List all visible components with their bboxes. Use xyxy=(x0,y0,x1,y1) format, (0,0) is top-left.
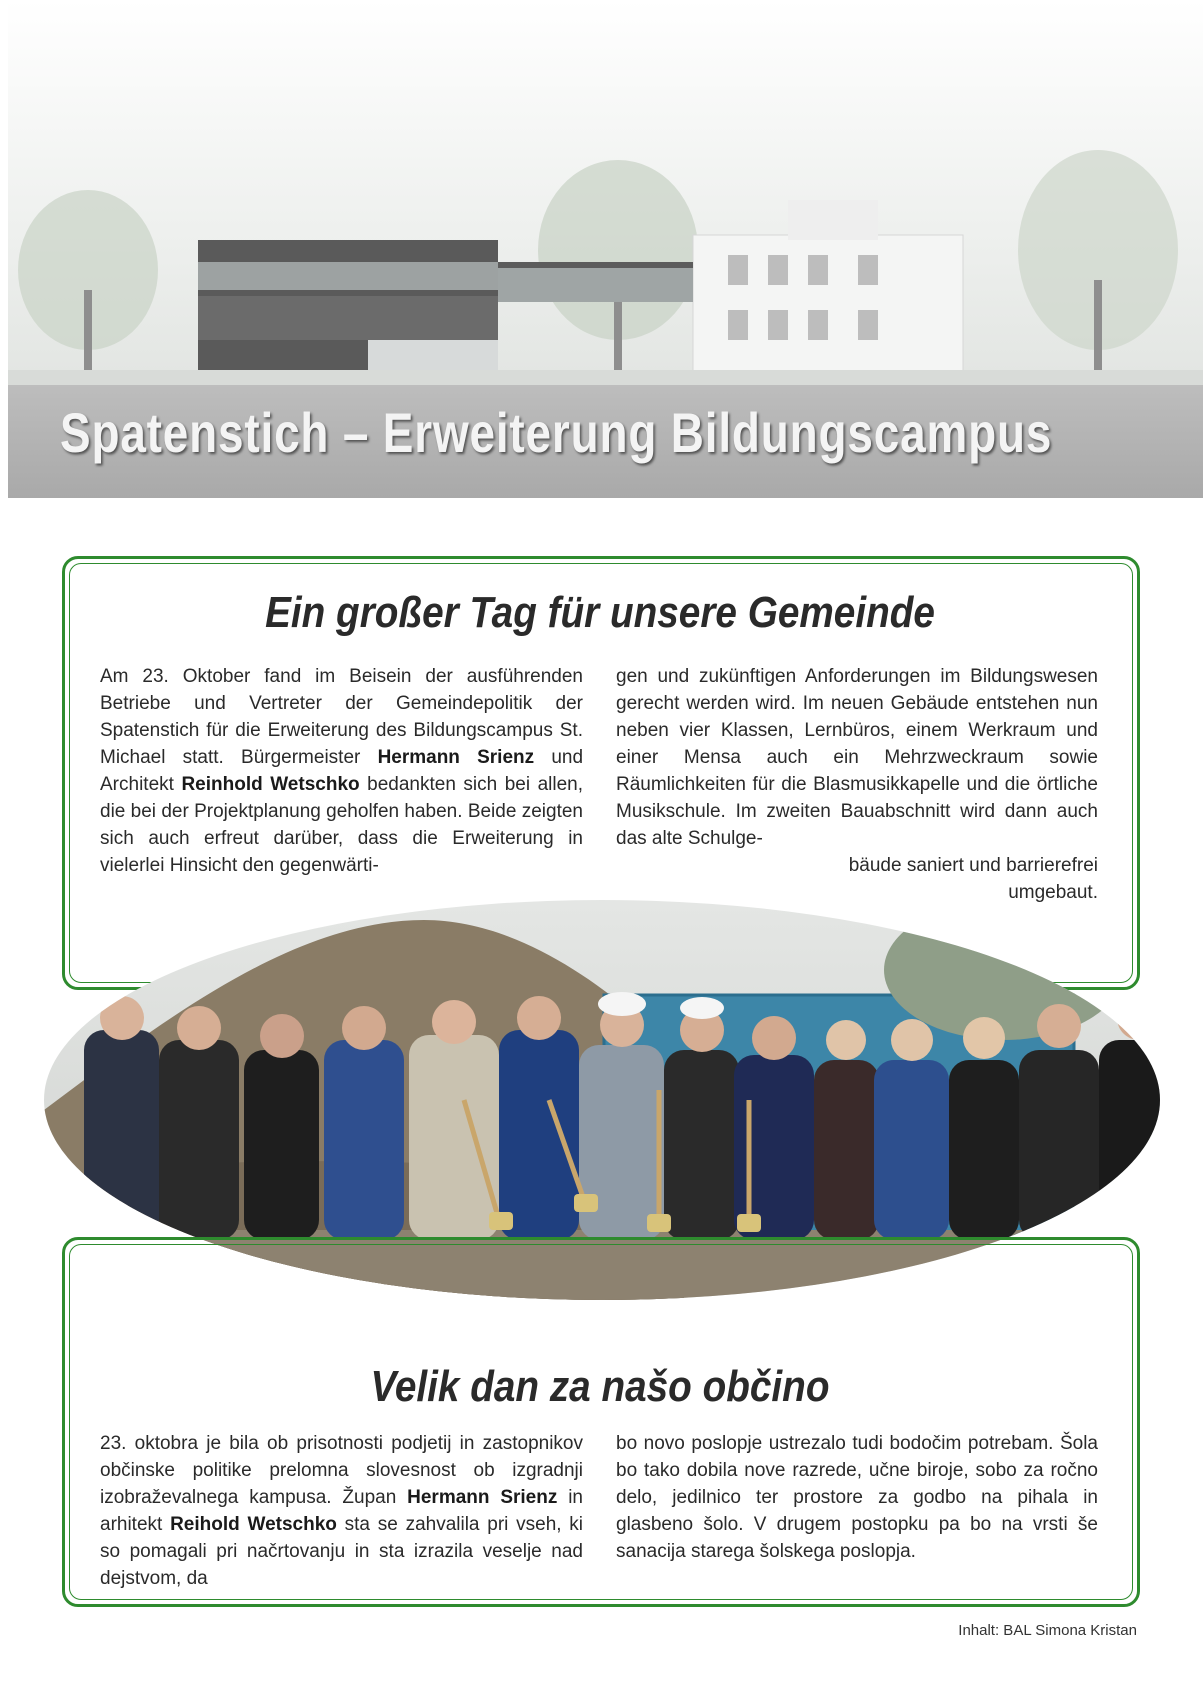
building-rendering-image xyxy=(8,0,1203,385)
german-column-left xyxy=(100,663,583,879)
slovene-architect-name: Reihold Wetschko xyxy=(170,1514,337,1535)
slovene-mayor-name: Hermann Srienz xyxy=(407,1487,558,1508)
slovene-paragraph-right: bo novo poslopje ustrezalo tudi bodočim potrebam. Šola bo tako dobila nove razrede, učne biroje, sobo za ročno delo, jedilnico ter prostore za godbo na pihala in glasbeno šolo. V drugem postopku pa bo na vrsti še sanacija starega šolskega poslopja. xyxy=(616,1433,1098,1562)
slovene-heading: Velik dan za našo občino xyxy=(370,1362,830,1411)
slovene-column-right xyxy=(616,1430,1098,1565)
page-title: Spatenstich – Erweiterung Bildungscampus xyxy=(60,401,1053,464)
german-paragraph-right: gen und zukünftigen Anforderungen im Bildungswesen gerecht werden wird. Im neuen Gebäude entstehen nun neben vier Klassen, Lernbüros, einem Werkraum und einer Mensa auch ein Mehrzweckraum sowie Räumlichkeiten für die Blasmusikkapelle und die örtliche Musikschule. Im zweiten Bauabschnitt wird dann auch das alte Schulge- xyxy=(616,666,1098,849)
architect-name: Reinhold Wetschko xyxy=(181,774,360,795)
german-paragraph-left: Am 23. Oktober fand im Beisein der ausführenden Betriebe und Vertreter der Gemeindepolitik der Spatenstich für die Erweiterung des Bildungscampus St. Michael statt. Bürgermeister Hermann Srienz und Architekt Reinhold Wetschko bedankten sich bei allen, die bei der Projektplanung geholfen haben. Beide zeigten sich auch erfreut darüber, dass die Erweiterung in vielerlei Hinsicht den gegenwärti- xyxy=(100,666,584,876)
slovene-column-left xyxy=(100,1430,583,1592)
german-heading: Ein großer Tag für unsere Gemeinde xyxy=(265,588,935,637)
mayor-name: Hermann Srienz xyxy=(377,747,535,768)
german-tail-line-2: umgebaut. xyxy=(1008,882,1098,903)
german-column-right xyxy=(616,663,1098,906)
german-tail-line-1: bäude saniert und barrierefrei xyxy=(848,855,1098,876)
content-credit: Inhalt: BAL Simona Kristan xyxy=(958,1622,1137,1639)
header-rendering xyxy=(8,0,1203,498)
slovene-paragraph-left: 23. oktobra je bila ob prisotnosti podjetij in zastopnikov občinske politike prelomna slovesnost ob izgradnji izobraževalnega kampusa. Župan Hermann Srienz in arhitekt Reihold Wetschko sta se zahvalila pri vseh, ki so pomagali pri načrtovanju in sta izrazila veselje nad dejstvom, da xyxy=(100,1433,584,1589)
